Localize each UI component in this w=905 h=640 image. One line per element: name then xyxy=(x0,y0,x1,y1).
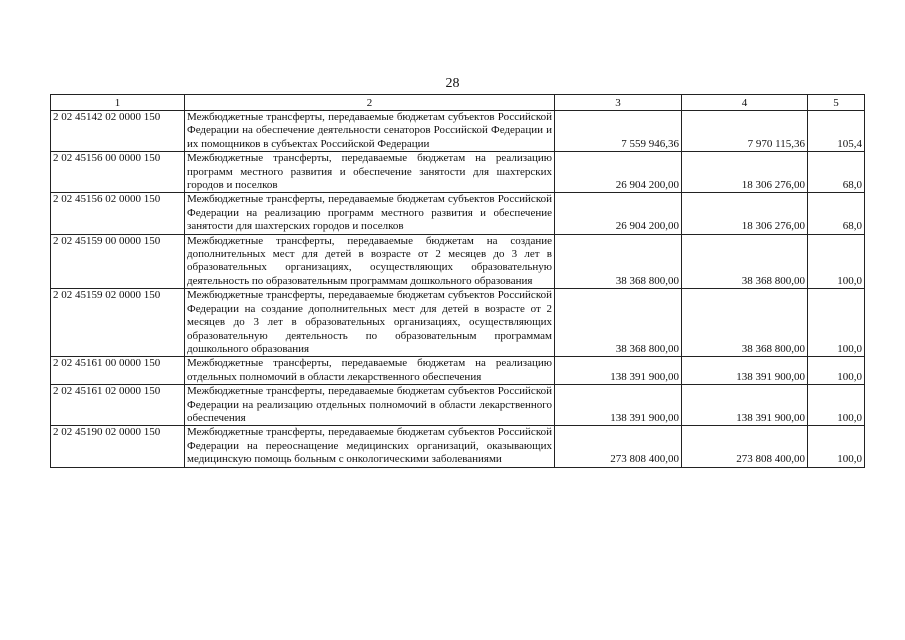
row-code: 2 02 45161 00 0000 150 xyxy=(51,357,185,385)
row-col5: 100,0 xyxy=(808,357,865,385)
row-code: 2 02 45190 02 0000 150 xyxy=(51,426,185,467)
row-col3: 26 904 200,00 xyxy=(555,193,682,234)
header-col-5: 5 xyxy=(808,95,865,111)
row-description-text: Межбюджетные трансферты, передаваемые бюджетам субъектов Российской Федерации на переоснащение медицинских организаций, оказывающих медицинскую помощь больным с онкологическими заболеваниями xyxy=(187,426,552,466)
row-col3: 38 368 800,00 xyxy=(555,234,682,289)
row-col5: 105,4 xyxy=(808,111,865,152)
table-row xyxy=(51,111,865,152)
row-description-text: Межбюджетные трансферты, передаваемые бюджетам субъектов Российской Федерации на обеспечение деятельности сенаторов Российской Федерации и их помощников в субъектах Российской Федерации xyxy=(187,111,552,150)
table-row xyxy=(51,289,865,357)
row-code: 2 02 45159 02 0000 150 xyxy=(51,289,185,357)
row-col3: 7 559 946,36 xyxy=(555,111,682,152)
row-code: 2 02 45156 00 0000 150 xyxy=(51,152,185,193)
header-col-1: 1 xyxy=(51,95,185,111)
row-description-text: Межбюджетные трансферты, передаваемые бюджетам на реализацию программ местного развития и обеспечение занятости для шахтерских городов и поселков xyxy=(187,152,552,192)
row-description xyxy=(185,357,555,385)
row-col4: 38 368 800,00 xyxy=(682,234,808,289)
row-description-text: Межбюджетные трансферты, передаваемые бюджетам субъектов Российской Федерации на создание дополнительных мест для детей в возрасте от 2 месяцев до 3 лет в образовательных организациях, осуществляющих образовательную деятельность по образовательным программам дошкольного образования xyxy=(187,289,552,355)
table-row xyxy=(51,152,865,193)
table-body xyxy=(51,111,865,468)
row-description xyxy=(185,426,555,467)
row-col4: 138 391 900,00 xyxy=(682,385,808,426)
row-col4: 18 306 276,00 xyxy=(682,193,808,234)
table-row xyxy=(51,234,865,289)
row-description xyxy=(185,111,555,152)
row-code: 2 02 45142 02 0000 150 xyxy=(51,111,185,152)
row-col5: 100,0 xyxy=(808,289,865,357)
row-col3: 138 391 900,00 xyxy=(555,385,682,426)
page-number: 28 xyxy=(445,76,460,91)
row-col5: 100,0 xyxy=(808,385,865,426)
row-code: 2 02 45156 02 0000 150 xyxy=(51,193,185,234)
table-header xyxy=(51,95,865,111)
row-description xyxy=(185,289,555,357)
header-row xyxy=(51,95,865,111)
row-col3: 273 808 400,00 xyxy=(555,426,682,467)
table-row xyxy=(51,193,865,234)
table-row xyxy=(51,426,865,467)
row-description xyxy=(185,152,555,193)
row-description-text: Межбюджетные трансферты, передаваемые бюджетам субъектов Российской Федерации на реализацию программ местного развития и обеспечение занятости для шахтерских городов и поселков xyxy=(187,193,552,233)
row-description xyxy=(185,193,555,234)
row-col5: 100,0 xyxy=(808,234,865,289)
row-col4: 273 808 400,00 xyxy=(682,426,808,467)
row-description xyxy=(185,385,555,426)
row-description xyxy=(185,234,555,289)
budget-table xyxy=(50,94,865,468)
header-col-4: 4 xyxy=(682,95,808,111)
row-col4: 38 368 800,00 xyxy=(682,289,808,357)
header-col-3: 3 xyxy=(555,95,682,111)
row-code: 2 02 45161 02 0000 150 xyxy=(51,385,185,426)
row-col3: 26 904 200,00 xyxy=(555,152,682,193)
table-row xyxy=(51,357,865,385)
row-description-text: Межбюджетные трансферты, передаваемые бюджетам на создание дополнительных мест для детей в возрасте от 2 месяцев до 3 лет в образовательных организациях, осуществляющих образовательную деятельность по образовательным программам дошкольного образования xyxy=(187,234,552,287)
row-col5: 68,0 xyxy=(808,152,865,193)
row-col3: 38 368 800,00 xyxy=(555,289,682,357)
row-col5: 100,0 xyxy=(808,426,865,467)
row-col4: 138 391 900,00 xyxy=(682,357,808,385)
table-row xyxy=(51,385,865,426)
header-col-2: 2 xyxy=(185,95,555,111)
row-col5: 68,0 xyxy=(808,193,865,234)
row-col3: 138 391 900,00 xyxy=(555,357,682,385)
row-col4: 18 306 276,00 xyxy=(682,152,808,193)
row-col4: 7 970 115,36 xyxy=(682,111,808,152)
row-description-text: Межбюджетные трансферты, передаваемые бюджетам на реализацию отдельных полномочий в области лекарственного обеспечения xyxy=(187,357,552,383)
row-description-text: Межбюджетные трансферты, передаваемые бюджетам субъектов Российской Федерации на реализацию отдельных полномочий в области лекарственного обеспечения xyxy=(187,385,552,424)
row-code: 2 02 45159 00 0000 150 xyxy=(51,234,185,289)
